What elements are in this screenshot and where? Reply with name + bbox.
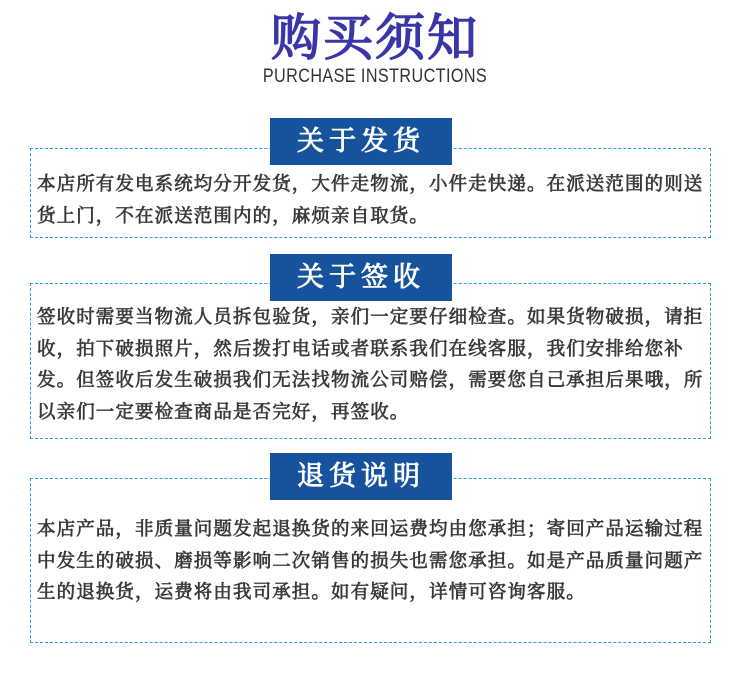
section-body-receipt: 签收时需要当物流人员拆包验货，亲们一定要仔细检查。如果货物破损，请拒收，拍下破损照片，然后拨打电话或者联系我们在线客服，我们安排给您补发。但签收后发生破损我们无法找物流公司赔偿，需要您自己承担后果哦，所以亲们一定要检查商品是否完好，再签收。 bbox=[37, 307, 704, 423]
section-body-returns: 本店产品，非质量问题发起退换货的来回运费均由您承担；寄回产品运输过程中发生的破损、磨损等影响二次销售的损失也需您承担。如是产品质量问题产生的退换货，运费将由我司承担。如有疑问，详情可咨询客服。 bbox=[37, 519, 704, 603]
section-title-receipt: 关于签收 bbox=[270, 254, 452, 301]
section-title-returns: 退货说明 bbox=[270, 453, 452, 500]
page-subtitle: PURCHASE INSTRUCTIONS bbox=[262, 66, 488, 87]
page-title: 购买须知 bbox=[271, 9, 479, 67]
section-body-shipping: 本店所有发电系统均分开发货，大件走物流，小件走快递。在派送范围的则送货上门，不在派送范围内的，麻烦亲自取货。 bbox=[37, 174, 704, 227]
section-title-shipping: 关于发货 bbox=[270, 118, 452, 165]
